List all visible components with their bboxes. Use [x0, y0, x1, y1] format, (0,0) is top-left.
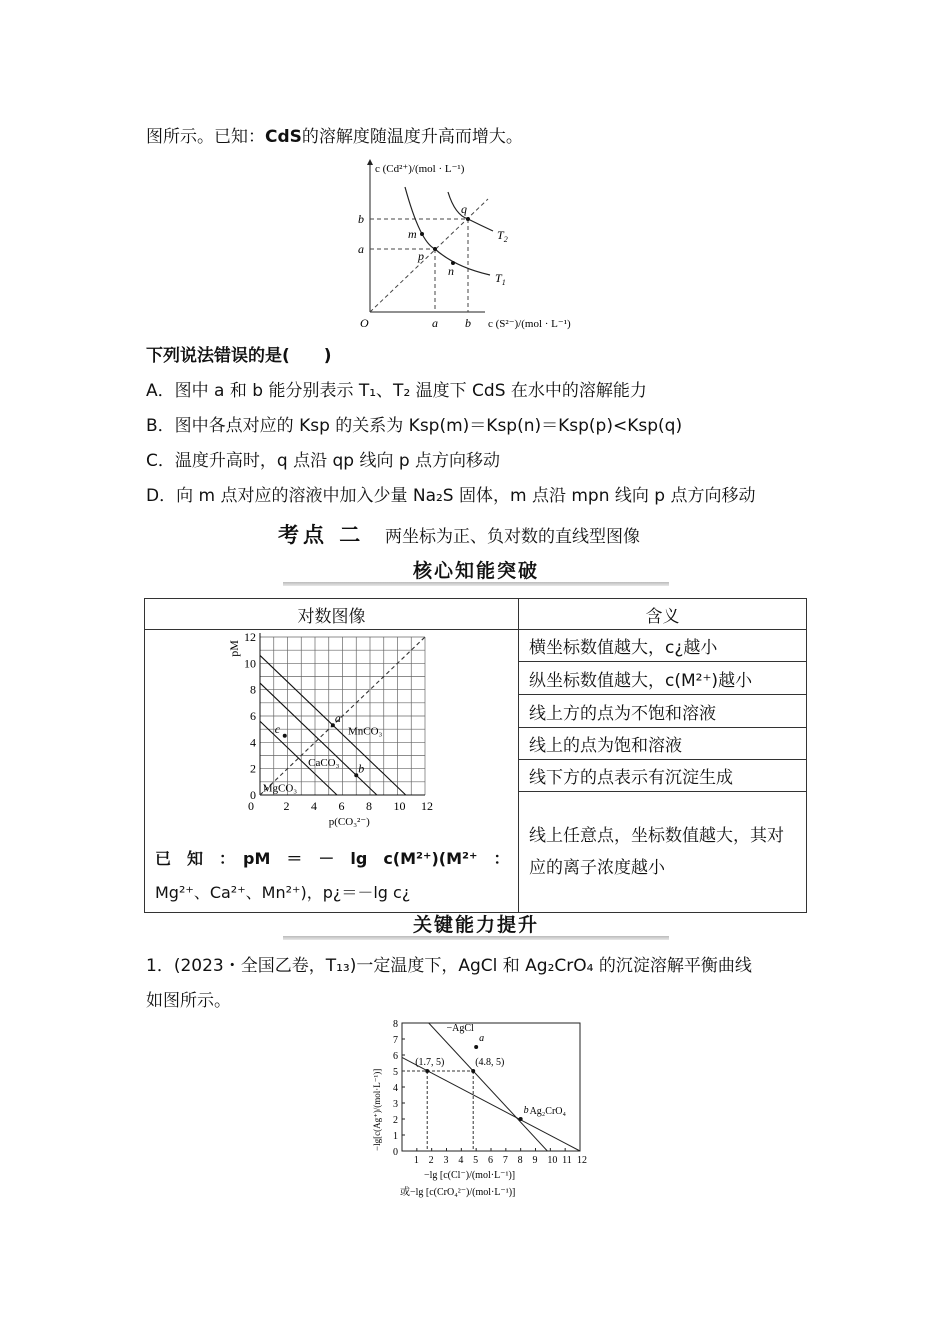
series-label-MnCO3: MnCO₃ — [348, 725, 383, 738]
point-label-a: a — [334, 711, 341, 726]
option-a: A．图中 a 和 b 能分别表示 T₁、T₂ 温度下 CdS 在水中的溶解能力 — [146, 381, 647, 401]
y-tick-label: 4 — [250, 735, 256, 750]
point-marker — [425, 1069, 429, 1073]
y-tick-label: 10 — [244, 656, 256, 671]
point-marker — [471, 1069, 475, 1073]
y-tick-label: 2 — [393, 1115, 398, 1126]
problem-1-line-2: 如图所示。 — [146, 991, 231, 1011]
x-tick-label: 6 — [488, 1155, 493, 1166]
option-d: D．向 m 点对应的溶液中加入少量 Na₂S 固体，m 点沿 mpn 线向 p 点方向移动 — [146, 486, 756, 506]
x-tick-label: 8 — [517, 1155, 523, 1166]
problem-1-line-1: 1．(2023・全国乙卷，T₁₃)一定温度下，AgCl 和 Ag₂CrO₄ 的沉淀溶解平衡曲线 — [146, 956, 752, 976]
x-tick-label: 6 — [338, 799, 345, 813]
x-tick-label: 11 — [562, 1155, 572, 1166]
x-tick-label: 8 — [366, 799, 372, 813]
x-tick-label: 2 — [428, 1155, 434, 1166]
meaning-row-5: 线下方的点表示有沉淀生成 — [519, 759, 807, 791]
point-q-label: q — [461, 202, 467, 216]
y-tick-label: 0 — [250, 788, 256, 802]
diagonal-line — [370, 199, 488, 312]
point-marker — [474, 1045, 478, 1049]
meaning-row-4: 线上的点为饱和溶液 — [519, 727, 807, 759]
banner-core-knowledge — [283, 556, 669, 588]
series-label-CaCO3: CaCO₃ — [308, 757, 340, 770]
x-tick-label: 1 — [413, 1155, 419, 1166]
point-p — [433, 247, 437, 251]
intro-line: 图所示。已知：CdS的溶解度随温度升高而增大。 — [146, 127, 523, 147]
curve-T2 — [448, 192, 493, 231]
y-tick-label: 6 — [250, 709, 256, 723]
y-tick-label: 8 — [250, 682, 256, 697]
x-tick-label: 4 — [311, 799, 317, 813]
x-axis-label-2: 或−lg [c(CrO₄²⁻)/(mol·L⁻¹)] — [400, 1187, 516, 1198]
point-m-label: m — [408, 227, 417, 241]
table-head-left: 对数图像 — [145, 599, 519, 630]
table-head-right: 含义 — [519, 599, 807, 630]
question-stem: 下列说法错误的是( ) — [146, 346, 332, 366]
y-tick-label: 3 — [393, 1099, 398, 1110]
table-caption-2: Mg²⁺、Ca²⁺、Mn²⁺)，p¿＝－lg c¿ — [155, 883, 411, 902]
banner-text: 关键能力提升 — [412, 914, 539, 936]
series-label-MgCO3: MgCO₃ — [262, 782, 298, 795]
option-b: B．图中各点对应的 Ksp 的关系为 Ksp(m)＝Ksp(n)＝Ksp(p)<Ksp(q) — [146, 416, 683, 436]
x-tick-label: 2 — [283, 799, 290, 813]
x-axis-label: c (S²⁻)/(mol · L⁻¹) — [488, 318, 571, 330]
y-tick-label: 5 — [393, 1067, 398, 1078]
x-tick-label: 12 — [421, 799, 433, 813]
y-tick-label: 12 — [244, 630, 256, 644]
series-label-Ag2CrO4: Ag₂CrO₄ — [529, 1106, 566, 1118]
point-label-b: b — [358, 761, 365, 776]
y-tick-label: 2 — [250, 761, 256, 776]
point-marker — [519, 1117, 523, 1121]
x-tick-b: b — [465, 316, 471, 330]
section-title: 考点 二 — [278, 523, 365, 547]
y-tick-label: 6 — [393, 1051, 398, 1062]
cds-solubility-figure — [355, 157, 595, 335]
x-tick-label: 10 — [393, 799, 406, 813]
y-axis-label: −lg[c(Ag⁺)/(mol·L⁻¹)] — [372, 1068, 382, 1151]
y-tick-a: a — [358, 242, 364, 256]
option-c: C．温度升高时，q 点沿 qp 线向 p 点方向移动 — [146, 451, 501, 471]
point-label: a — [479, 1033, 485, 1044]
banner-key-ability — [283, 910, 669, 942]
x-tick-label: 10 — [547, 1155, 558, 1166]
y-axis-label: c (Cd²⁺)/(mol · L⁻¹) — [375, 163, 465, 175]
x-axis-label: p(CO₃²⁻) — [328, 816, 370, 828]
section-subtitle: 两坐标为正、负对数的直线型图像 — [385, 527, 640, 547]
point-label: (1.7, 5) — [415, 1057, 445, 1068]
log-graph-table — [144, 598, 807, 913]
point-p-label: p — [418, 249, 424, 263]
x-tick-label: 7 — [502, 1155, 508, 1166]
point-q — [466, 217, 470, 221]
x-tick-label: 12 — [577, 1155, 587, 1166]
x-tick-label: 3 — [443, 1155, 449, 1166]
banner-text: 核心知能突破 — [412, 560, 539, 582]
point-n-label: n — [448, 264, 454, 278]
x-tick-label: 4 — [458, 1155, 464, 1166]
y-tick-label: 0 — [393, 1147, 398, 1158]
y-tick-label: 7 — [393, 1035, 398, 1046]
point-label-c: c — [274, 721, 281, 736]
x-tick-label: 9 — [532, 1155, 538, 1166]
x-tick-label-zero: 0 — [248, 799, 254, 813]
meaning-row-1: 横坐标数值越大，c¿越小 — [519, 630, 807, 662]
point-label: b — [523, 1105, 529, 1116]
x-tick-a: a — [432, 316, 438, 330]
point-m — [420, 232, 424, 236]
table-caption-1: 已 知 ： pM ＝ － lg c(M²⁺)(M²⁺ ： — [155, 849, 510, 868]
curve-T2-label: $T_2$ — [497, 228, 508, 244]
pM-chart — [145, 630, 498, 830]
x-axis-label: −lg [c(Cl⁻)/(mol·L⁻¹)] — [424, 1170, 516, 1181]
y-tick-label: 1 — [393, 1131, 398, 1142]
y-axis-label: pM — [227, 640, 241, 657]
y-tick-b: b — [358, 212, 364, 226]
y-tick-label: 8 — [393, 1019, 398, 1030]
x-tick-label: 5 — [473, 1155, 479, 1166]
meaning-row-3: 线上方的点为不饱和溶液 — [519, 695, 807, 727]
meaning-row-6: 线上任意点，坐标数值越大，其对应的离子浓度越小 — [519, 792, 807, 913]
meaning-row-2: 纵坐标数值越大，c(M²⁺)越小 — [519, 662, 807, 695]
series-label-AgCl: −AgCl — [446, 1023, 474, 1034]
table-graph-cell — [145, 630, 519, 913]
point-c — [283, 734, 287, 738]
origin-label: O — [360, 316, 369, 330]
series-line-AgCl — [429, 1023, 548, 1151]
plot-frame — [402, 1023, 580, 1151]
point-label: (4.8, 5) — [475, 1057, 505, 1068]
curve-T1-label: $T_1$ — [495, 271, 506, 287]
y-tick-label: 4 — [393, 1083, 398, 1094]
agcl-ag2cro4-chart — [360, 1018, 600, 1204]
